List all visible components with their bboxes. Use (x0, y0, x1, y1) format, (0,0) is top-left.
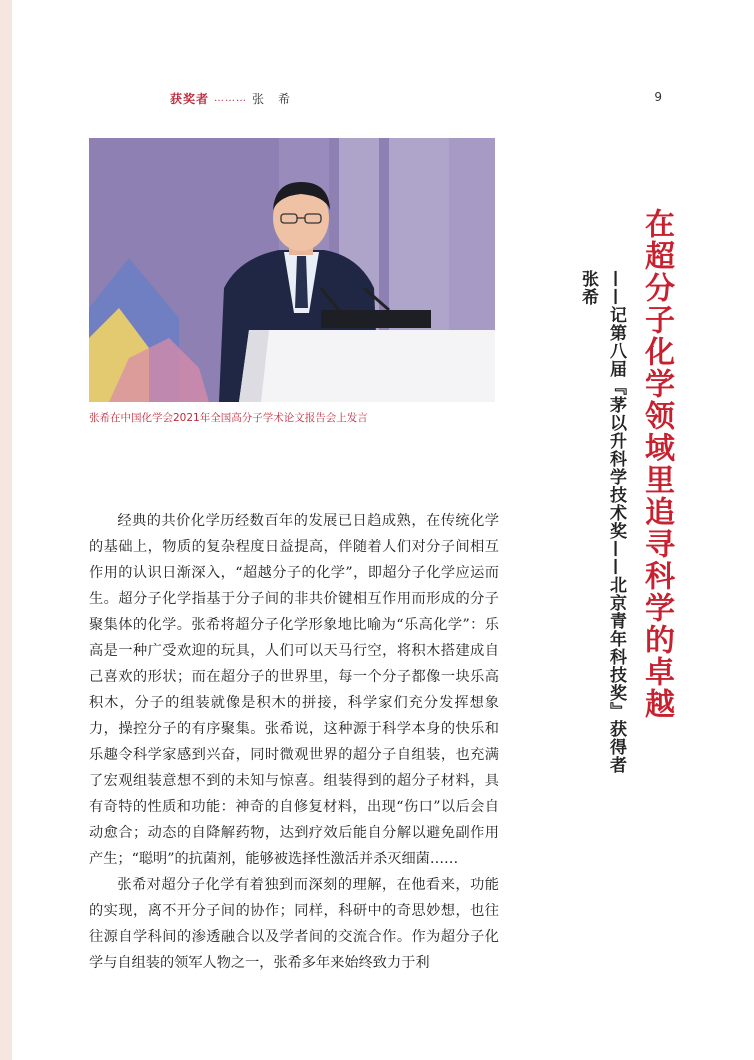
photo-caption: 张希在中国化学会2021年全国高分子学术论文报告会上发言 (89, 412, 368, 424)
speaker-photo (89, 138, 495, 402)
header-name: 张希 (252, 91, 305, 106)
article-subtitle: ——记第八届『茅以升科学技术奖——北京青年科技奖』获得者张希 (578, 270, 626, 774)
body-paragraph: 经典的共价化学历经数百年的发展已日趋成熟，在传统化学的基础上，物质的复杂程度日益提高，伴随着人们对分子间相互作用的认识日渐深入，“超越分子的化学”，即超分子化学应运而生。超分子化学指基于分子间的非共价键相互作用而形成的分子聚集体的化学。张希将超分子化学形象地比喻为“乐高化学”：乐高是一种广受欢迎的玩具，人们可以天马行空，将积木搭建成自己喜欢的形状；而在超分子的世界里，每一个分子都像一块乐高积木，分子的组装就像是积木的拼接，科学家们充分发挥想象力，操控分子的有序聚集。张希说，这种源于科学本身的快乐和乐趣令科学家感到兴奋，同时微观世界的超分子自组装，也充满了宏观组装意想不到的未知与惊喜。组装得到的超分子材料，具有奇特的性质和功能：神奇的自修复材料，出现“伤口”以后会自动愈合；动态的自降解药物，达到疗效后能自分解以避免副作用产生；“聪明”的抗菌剂，能够被选择性激活并杀灭细菌…… (89, 513, 499, 867)
article-body (89, 508, 499, 976)
article-title: 在超分子化学领域里追寻科学的卓越 (639, 208, 674, 720)
header-label: 获奖者 (170, 91, 210, 106)
page-edge-strip (0, 0, 12, 1060)
page-number: 9 (654, 90, 662, 104)
running-header (170, 88, 304, 108)
header-dots: ……… (214, 92, 248, 104)
speaker-illustration (89, 138, 495, 402)
body-paragraph: 张希对超分子化学有着独到而深刻的理解，在他看来，功能的实现，离不开分子间的协作；同样，科研中的奇思妙想，也往往源自学科间的渗透融合以及学者间的交流合作。作为超分子化学与自组装的领军人物之一，张希多年来始终致力于利 (89, 877, 499, 971)
